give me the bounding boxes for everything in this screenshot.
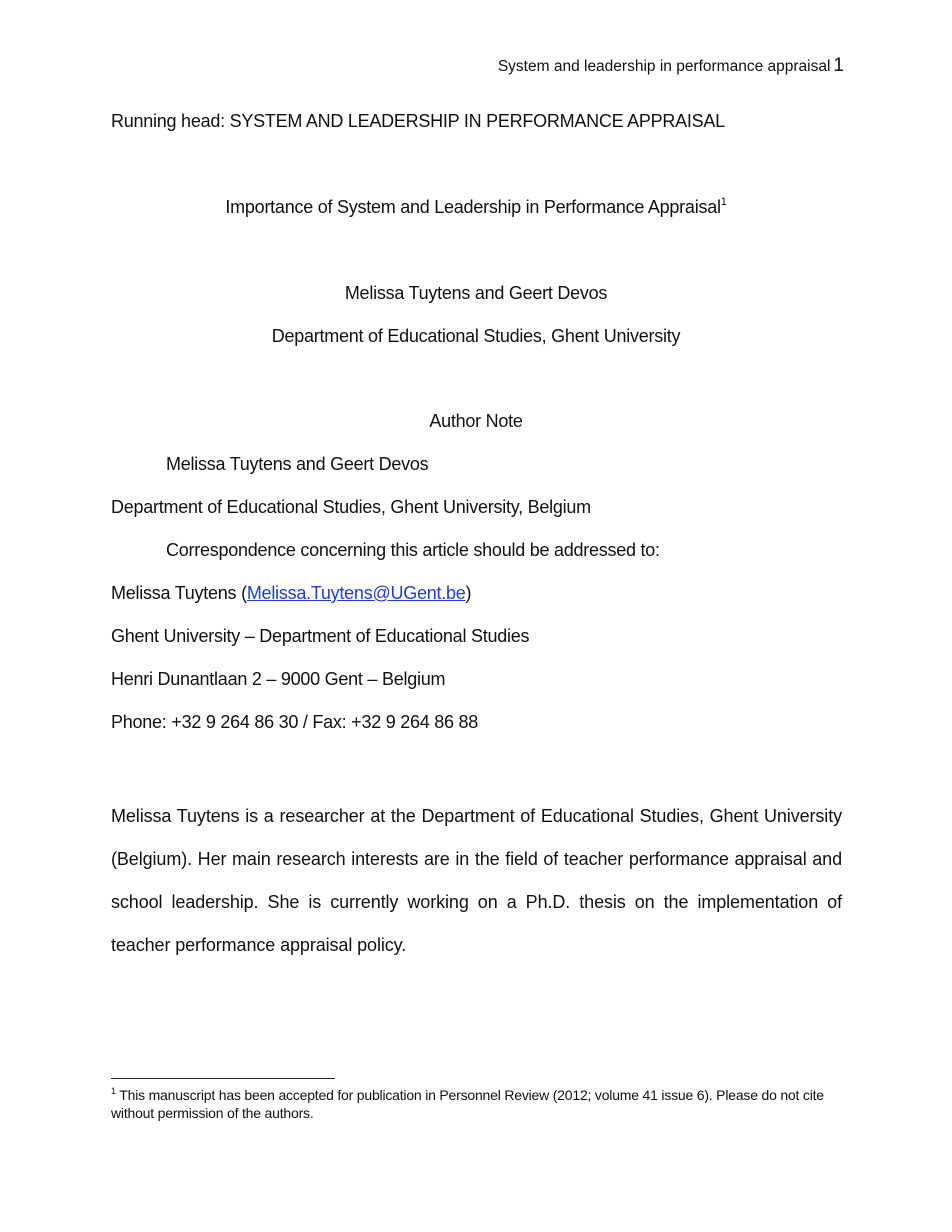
- title-text: Importance of System and Leadership in Performance Appraisal: [225, 197, 721, 217]
- page-header: [498, 55, 844, 77]
- address-line-2: Henri Dunantlaan 2 – 9000 Gent – Belgium: [111, 669, 446, 689]
- author-note-authors: Melissa Tuytens and Geert Devos: [166, 454, 429, 474]
- page-number: 1: [833, 55, 844, 76]
- phone-fax: Phone: +32 9 264 86 30 / Fax: +32 9 264 86 88: [111, 712, 479, 732]
- page-title: [0, 197, 952, 218]
- authors: Melissa Tuytens and Geert Devos: [344, 283, 608, 303]
- contact-email-link[interactable]: Melissa.Tuytens@UGent.be: [246, 583, 466, 603]
- author-bio-paragraph: Melissa Tuytens is a researcher at the Department of Educational Studies, Ghent University (Belgium). Her main research interests are in the field of teacher performance appraisal and school leadership. She is currently working on a Ph.D. thesis on the implementation of teacher performance appraisal policy.: [111, 806, 842, 955]
- title-footnote-mark: 1: [720, 196, 727, 208]
- contact-line: Melissa Tuytens (Melissa.Tuytens@UGent.be): [111, 583, 472, 603]
- footnote-text: This manuscript has been accepted for publication in Personnel Review (2012; volume 41 issue 6). Please do not cite without permission of the authors.: [111, 1087, 824, 1121]
- address-line-1: Ghent University – Department of Educational Studies: [111, 626, 530, 646]
- running-head: Running head: SYSTEM AND LEADERSHIP IN PERFORMANCE APPRAISAL: [111, 111, 725, 131]
- affiliation: Department of Educational Studies, Ghent University: [271, 326, 681, 346]
- correspondence-intro: Correspondence concerning this article should be addressed to:: [166, 540, 660, 560]
- footnote-mark: 1: [111, 1086, 116, 1096]
- author-note-heading: Author Note: [429, 411, 523, 431]
- footnote: [111, 1086, 851, 1122]
- contact-name: Melissa Tuytens: [111, 583, 237, 603]
- running-title-header: System and leadership in performance appraisal: [497, 58, 831, 75]
- author-note-affiliation: Department of Educational Studies, Ghent University, Belgium: [111, 497, 591, 517]
- footnote-divider: [111, 1078, 335, 1079]
